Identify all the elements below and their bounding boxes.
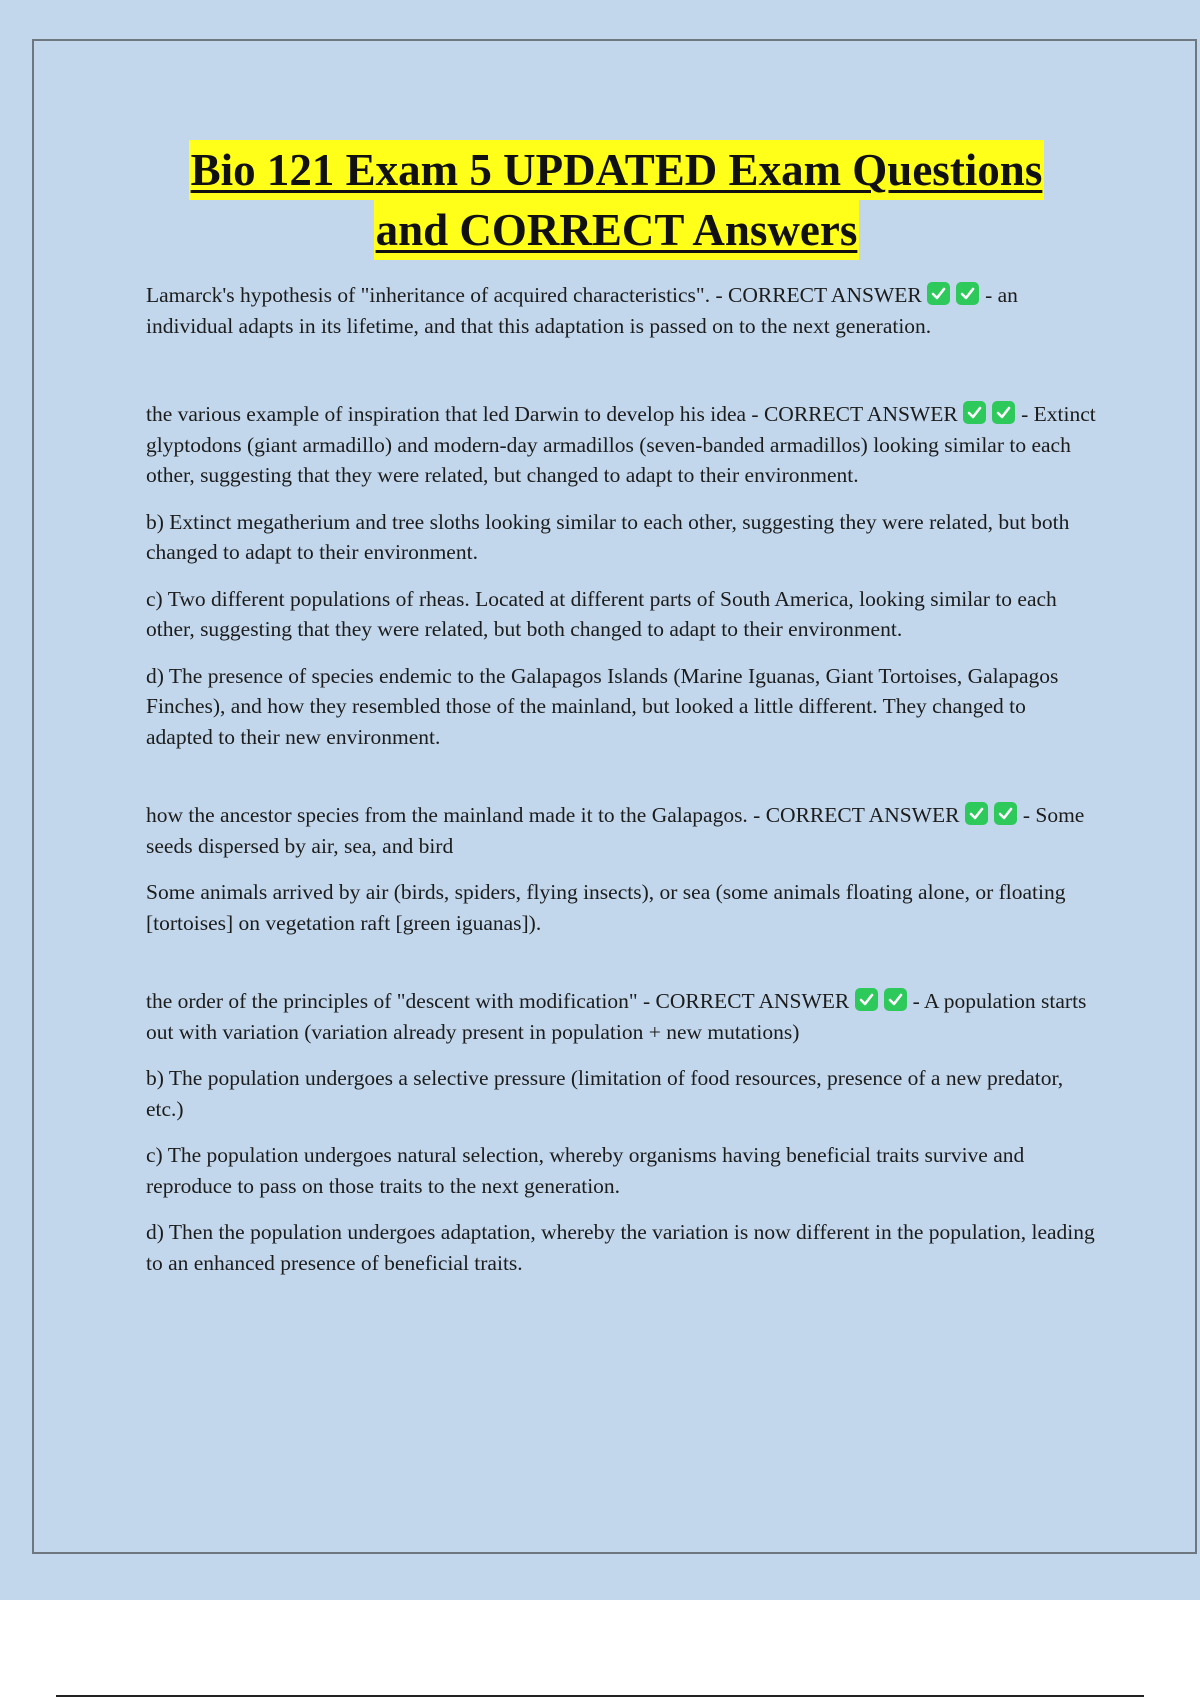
qa-list bbox=[146, 280, 1096, 1326]
check-box-icon bbox=[927, 282, 950, 305]
answer-text: - A population starts out with variation (variation already present in population + new mutations) bbox=[146, 989, 1087, 1044]
qa-item bbox=[146, 800, 1096, 938]
question-text: the order of the principles of "descent with modification" - CORRECT ANSWER bbox=[146, 989, 850, 1013]
document-title bbox=[0, 140, 1200, 260]
qa-main-paragraph bbox=[146, 800, 1096, 861]
qa-item bbox=[146, 280, 1096, 341]
question-text: Lamarck's hypothesis of "inheritance of acquired characteristics". - CORRECT ANSWER bbox=[146, 283, 922, 307]
title-line-1: Bio 121 Exam 5 UPDATED Exam Questions bbox=[189, 140, 1045, 200]
check-box-icon bbox=[965, 802, 988, 825]
check-box-icon bbox=[956, 282, 979, 305]
qa-item bbox=[146, 986, 1096, 1278]
answer-continuation: b) Extinct megatherium and tree sloths looking similar to each other, suggesting they were related, but both changed to adapt to their environment. bbox=[146, 509, 1070, 564]
check-box-icon bbox=[963, 401, 986, 424]
answer-text: - an individual adapts in its lifetime, and that this adaptation is passed on to the next generation. bbox=[146, 283, 1018, 338]
answer-continuation: d) The presence of species endemic to the Galapagos Islands (Marine Iguanas, Giant Tortoises, Galapagos Finches), and how they resembled those of the mainland, but looked a little different. They changed to adapted to their new environment. bbox=[146, 663, 1059, 749]
title-line-2: and CORRECT Answers bbox=[374, 200, 860, 260]
question-text: how the ancestor species from the mainland made it to the Galapagos. - CORRECT ANSWER bbox=[146, 803, 960, 827]
qa-item bbox=[146, 399, 1096, 752]
answer-continuation: c) Two different populations of rheas. Located at different parts of South America, looking similar to each other, suggesting that they were related, but both changed to adapt to their environment. bbox=[146, 586, 1057, 641]
qa-main-paragraph bbox=[146, 280, 1096, 341]
check-box-icon bbox=[994, 802, 1017, 825]
footer-divider bbox=[56, 1695, 1144, 1697]
question-text: the various example of inspiration that led Darwin to develop his idea - CORRECT ANSWER bbox=[146, 402, 958, 426]
qa-main-paragraph bbox=[146, 986, 1096, 1047]
answer-continuation: b) The population undergoes a selective pressure (limitation of food resources, presence of a new predator, etc.) bbox=[146, 1066, 1064, 1121]
answer-text: - Extinct glyptodons (giant armadillo) and modern-day armadillos (seven-banded armadillos) looking similar to each other, suggesting that they were related, but changed to adapt to their environment. bbox=[146, 402, 1096, 487]
answer-continuation: d) Then the population undergoes adaptation, whereby the variation is now different in the population, leading to an enhanced presence of beneficial traits. bbox=[146, 1220, 1095, 1275]
answer-continuation: c) The population undergoes natural selection, whereby organisms having beneficial traits survive and reproduce to pass on those traits to the next generation. bbox=[146, 1143, 1025, 1198]
check-box-icon bbox=[855, 988, 878, 1011]
check-box-icon bbox=[992, 401, 1015, 424]
qa-main-paragraph bbox=[146, 399, 1096, 491]
answer-text: - Some seeds dispersed by air, sea, and bird bbox=[146, 803, 1085, 858]
answer-continuation: Some animals arrived by air (birds, spiders, flying insects), or sea (some animals floating alone, or floating [tortoises] on vegetation raft [green iguanas]). bbox=[146, 880, 1066, 935]
check-box-icon bbox=[884, 988, 907, 1011]
